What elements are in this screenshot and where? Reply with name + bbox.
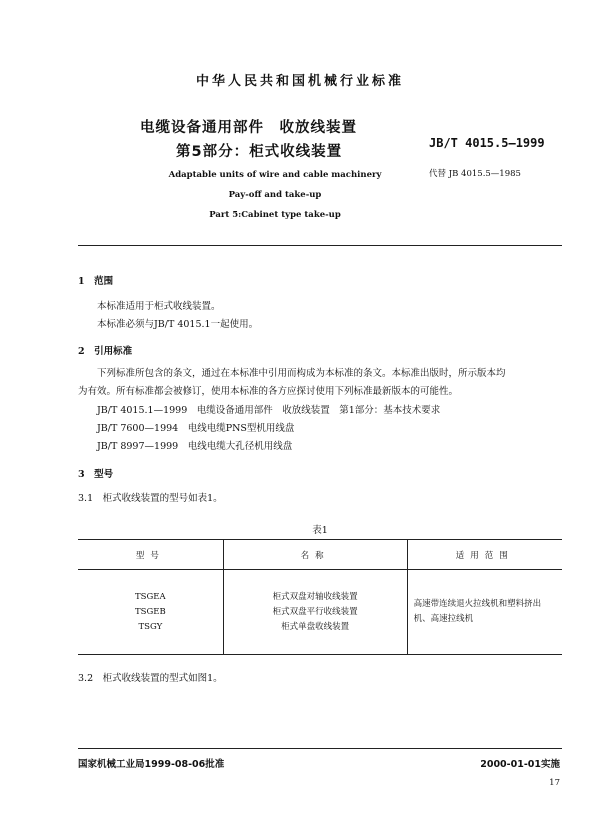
table-header-scope: 适用范围 bbox=[407, 540, 562, 570]
scope-text: 机、高速拉线机 bbox=[413, 614, 474, 624]
table-cell-scope bbox=[407, 570, 562, 655]
reference-item: JB/T 4015.1—1999 电缆设备通用部件 收放线装置 第1部分：基本技术要求 bbox=[97, 405, 441, 416]
section-2-paragraph: 下列标准所包含的条文，通过在本标准中引用而构成为本标准的条文。本标准出版时，所示版本均 bbox=[97, 368, 506, 379]
effective-date: 2000-01-01实施 bbox=[480, 759, 560, 770]
model-name: 柜式双盘平行收线装置 bbox=[272, 606, 358, 617]
model-code: TSGEA bbox=[135, 591, 166, 602]
table-header-model: 型号 bbox=[78, 540, 223, 570]
footer-divider bbox=[78, 748, 562, 749]
table-cell-models bbox=[78, 570, 223, 655]
reference-item: JB/T 7600—1994 电线电缆PNS型机用线盘 bbox=[97, 423, 295, 434]
replaces-standard: 代替 JB 4015.5—1985 bbox=[429, 169, 521, 179]
reference-item: JB/T 8997—1999 电线电缆大孔径机用线盘 bbox=[97, 441, 293, 452]
section-1-paragraph: 本标准适用于柜式收线装置。 bbox=[97, 301, 221, 312]
table-header-name: 名称 bbox=[223, 540, 407, 570]
table-cell-names bbox=[223, 570, 407, 655]
page-number: 17 bbox=[549, 778, 560, 788]
document-title-en-line3: Part 5:Cabinet type take-up bbox=[209, 210, 341, 220]
section-3-1-paragraph: 3.1 柜式收线装置的型号如表1。 bbox=[78, 493, 223, 504]
model-name: 柜式单盘收线装置 bbox=[281, 621, 350, 632]
model-code: TSGEB bbox=[134, 606, 166, 617]
section-3-heading: 3 型号 bbox=[78, 469, 114, 480]
standard-number: JB/T 4015.5—1999 bbox=[429, 136, 545, 150]
section-2-heading: 2 引用标准 bbox=[78, 346, 133, 357]
model-name: 柜式双盘对轴收线装置 bbox=[272, 591, 358, 602]
section-3-2-paragraph: 3.2 柜式收线装置的型式如图1。 bbox=[78, 673, 223, 684]
table-1 bbox=[78, 539, 562, 655]
section-1-heading: 1 范围 bbox=[78, 276, 114, 287]
scope-text: 高速带连续退火拉线机和塑料挤出 bbox=[413, 599, 542, 609]
standard-category-title: 中华人民共和国机械行业标准 bbox=[195, 74, 404, 89]
model-code: TSGY bbox=[138, 621, 163, 632]
approval-date: 国家机械工业局1999-08-06批准 bbox=[78, 759, 225, 770]
document-title-en-line2: Pay-off and take-up bbox=[228, 190, 322, 200]
document-title-cn-line1: 电缆设备通用部件 收放线装置 bbox=[140, 120, 357, 136]
section-1-paragraph: 本标准必须与JB/T 4015.1一起使用。 bbox=[97, 319, 259, 330]
header-divider bbox=[78, 245, 562, 246]
section-2-paragraph: 为有效。所有标准都会被修订，使用本标准的各方应探讨使用下列标准最新版本的可能性。 bbox=[78, 386, 459, 397]
document-title-en-line1: Adaptable units of wire and cable machinery bbox=[168, 170, 382, 180]
table-row bbox=[78, 570, 562, 655]
table-caption: 表1 bbox=[312, 525, 328, 536]
document-title-cn-line2: 第5部分：柜式收线装置 bbox=[176, 144, 343, 160]
